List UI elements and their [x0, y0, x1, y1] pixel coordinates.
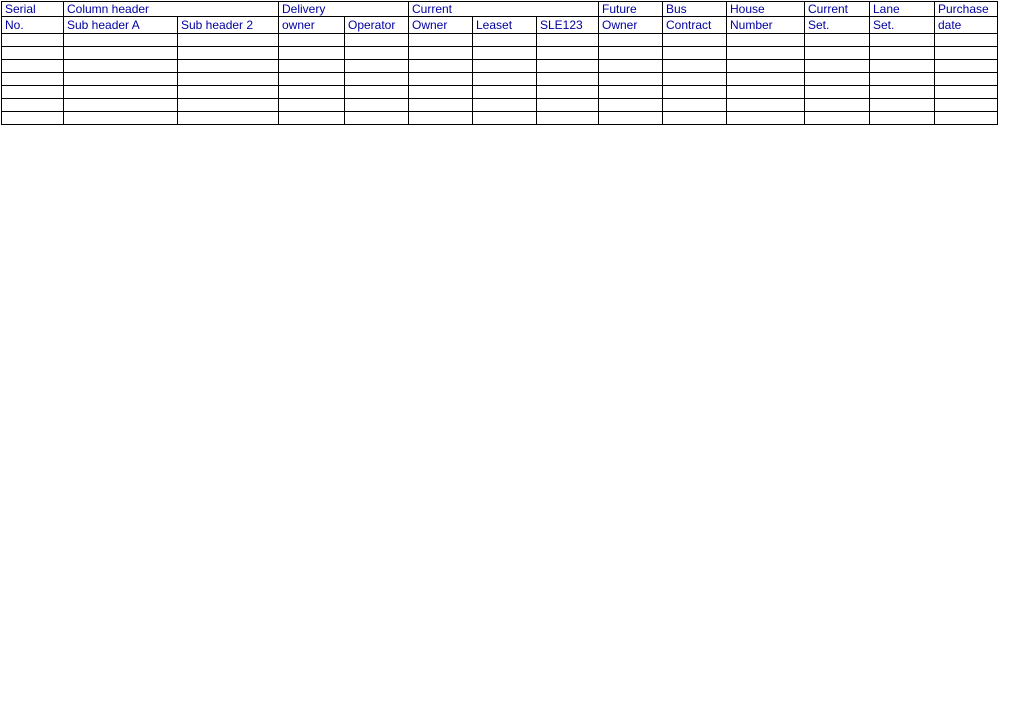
empty-cell: [178, 86, 279, 99]
empty-cell: [279, 86, 345, 99]
empty-cell: [473, 60, 537, 73]
empty-cell: [599, 60, 663, 73]
table-header-row-1: [2, 2, 998, 17]
empty-cell: [663, 86, 727, 99]
empty-cell: [178, 34, 279, 47]
empty-cell: [870, 99, 935, 112]
empty-cell: [870, 47, 935, 60]
empty-cell: [805, 99, 870, 112]
empty-cell: [2, 99, 64, 112]
header-cell-current-group: Current: [409, 2, 599, 17]
empty-cell: [345, 73, 409, 86]
subheader-cell-sub-header-a: Sub header A: [64, 17, 178, 34]
header-cell-house: House: [727, 2, 805, 17]
empty-cell: [537, 86, 599, 99]
subheader-cell-current-owner: Owner: [409, 17, 473, 34]
empty-cell: [663, 112, 727, 125]
empty-cell: [178, 47, 279, 60]
empty-cell: [935, 112, 998, 125]
empty-cell: [870, 86, 935, 99]
empty-cell: [805, 86, 870, 99]
empty-cell: [2, 34, 64, 47]
empty-cell: [409, 60, 473, 73]
empty-cell: [727, 112, 805, 125]
empty-cell: [663, 34, 727, 47]
empty-cell: [727, 47, 805, 60]
empty-cell: [64, 47, 178, 60]
empty-cell: [805, 112, 870, 125]
empty-cell: [64, 112, 178, 125]
empty-cell: [727, 99, 805, 112]
empty-cell: [870, 73, 935, 86]
empty-cell: [2, 112, 64, 125]
empty-cell: [537, 73, 599, 86]
empty-cell: [537, 99, 599, 112]
empty-row: [2, 86, 998, 99]
empty-cell: [870, 34, 935, 47]
empty-cell: [279, 73, 345, 86]
empty-cell: [935, 73, 998, 86]
empty-cell: [279, 112, 345, 125]
empty-cell: [537, 60, 599, 73]
empty-cell: [727, 73, 805, 86]
empty-cell: [935, 99, 998, 112]
empty-row: [2, 60, 998, 73]
empty-cell: [178, 60, 279, 73]
empty-row: [2, 99, 998, 112]
empty-cell: [409, 99, 473, 112]
empty-cell: [2, 60, 64, 73]
empty-cell: [473, 99, 537, 112]
empty-cell: [599, 47, 663, 60]
empty-cell: [473, 86, 537, 99]
subheader-cell-future-owner: Owner: [599, 17, 663, 34]
empty-cell: [805, 34, 870, 47]
subheader-cell-sub-header-2: Sub header 2: [178, 17, 279, 34]
empty-cell: [2, 86, 64, 99]
empty-cell: [870, 60, 935, 73]
empty-cell: [178, 73, 279, 86]
header-cell-lane: Lane: [870, 2, 935, 17]
subheader-cell-lane-set: Set.: [870, 17, 935, 34]
empty-cell: [805, 73, 870, 86]
empty-cell: [599, 112, 663, 125]
empty-cell: [345, 47, 409, 60]
subheader-cell-number: Number: [727, 17, 805, 34]
empty-cell: [2, 73, 64, 86]
empty-cell: [409, 34, 473, 47]
header-cell-delivery: Delivery: [279, 2, 409, 17]
empty-row: [2, 47, 998, 60]
empty-cell: [345, 99, 409, 112]
subheader-cell-no: No.: [2, 17, 64, 34]
empty-cell: [935, 34, 998, 47]
subheader-cell-contract: Contract: [663, 17, 727, 34]
subheader-cell-date: date: [935, 17, 998, 34]
empty-cell: [935, 47, 998, 60]
empty-cell: [599, 99, 663, 112]
subheader-cell-delivery-owner: owner: [279, 17, 345, 34]
table-header-row-2: [2, 17, 998, 34]
header-cell-bus: Bus: [663, 2, 727, 17]
empty-cell: [473, 34, 537, 47]
empty-cell: [663, 60, 727, 73]
empty-cell: [64, 34, 178, 47]
empty-cell: [727, 60, 805, 73]
empty-cell: [473, 47, 537, 60]
empty-cell: [805, 47, 870, 60]
empty-cell: [663, 47, 727, 60]
empty-row: [2, 112, 998, 125]
header-cell-serial: Serial: [2, 2, 64, 17]
header-cell-future: Future: [599, 2, 663, 17]
subheader-cell-operator: Operator: [345, 17, 409, 34]
empty-cell: [473, 73, 537, 86]
empty-cell: [727, 86, 805, 99]
empty-cell: [409, 47, 473, 60]
empty-cell: [409, 112, 473, 125]
empty-cell: [345, 34, 409, 47]
empty-cell: [537, 47, 599, 60]
header-cell-purchase: Purchase: [935, 2, 998, 17]
empty-cell: [599, 34, 663, 47]
empty-cell: [537, 112, 599, 125]
empty-cell: [345, 112, 409, 125]
empty-cell: [279, 99, 345, 112]
subheader-cell-current-set: Set.: [805, 17, 870, 34]
empty-cell: [178, 99, 279, 112]
empty-row: [2, 34, 998, 47]
empty-cell: [599, 86, 663, 99]
empty-cell: [178, 112, 279, 125]
empty-cell: [409, 73, 473, 86]
header-cell-column-header: Column header: [64, 2, 279, 17]
empty-cell: [279, 60, 345, 73]
empty-cell: [663, 73, 727, 86]
header-cell-current-set: Current: [805, 2, 870, 17]
empty-cell: [870, 112, 935, 125]
empty-cell: [64, 73, 178, 86]
empty-cell: [279, 47, 345, 60]
empty-cell: [279, 34, 345, 47]
empty-cell: [935, 86, 998, 99]
empty-cell: [537, 34, 599, 47]
page: [0, 1, 1024, 701]
table-body: [2, 2, 998, 125]
empty-cell: [64, 60, 178, 73]
empty-cell: [935, 60, 998, 73]
empty-cell: [599, 73, 663, 86]
data-table: [1, 1, 998, 125]
empty-cell: [409, 86, 473, 99]
subheader-cell-sle123: SLE123: [537, 17, 599, 34]
empty-cell: [64, 86, 178, 99]
empty-cell: [727, 34, 805, 47]
empty-cell: [663, 99, 727, 112]
empty-row: [2, 73, 998, 86]
subheader-cell-leaset: Leaset: [473, 17, 537, 34]
empty-cell: [345, 60, 409, 73]
empty-cell: [64, 99, 178, 112]
empty-cell: [2, 47, 64, 60]
empty-cell: [805, 60, 870, 73]
empty-cell: [473, 112, 537, 125]
empty-cell: [345, 86, 409, 99]
